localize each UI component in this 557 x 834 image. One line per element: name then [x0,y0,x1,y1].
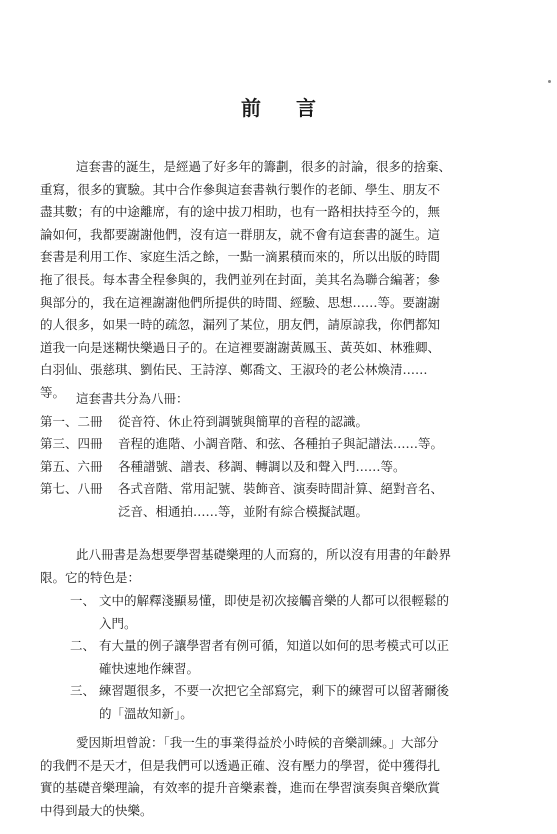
list-item [40,635,518,658]
paragraph-line: 此八冊書是為想要學習基礎樂理的人而寫的，所以沒有用書的年齡界 [76,547,452,562]
volume-description: 音程的進階、小調音階、和弦、各種拍子與記譜法……等。 [118,436,444,452]
volume-list [40,388,518,524]
paragraph-line: 等。 [40,384,66,400]
volume-label: 第一、二冊 [40,413,103,429]
list-item [40,590,518,613]
volume-list-intro: 這套書共分為八冊： [76,391,189,406]
feature-number: 三、 [69,683,95,699]
paragraph-line: 限。它的特色是： [40,569,141,585]
volume-label: 第三、四冊 [40,436,103,452]
feature-text-continued: 確快速地作練習。 [99,660,200,676]
list-item [40,433,518,456]
volume-description: 各式音階、常用記號、裝飾音、演奏時間計算、絕對音名、 [118,481,444,497]
page-edge-mark [548,80,551,83]
paragraph-acknowledgements [40,156,518,405]
feature-list [40,590,518,726]
feature-number: 二、 [69,638,95,654]
feature-text-continued: 的「溫故知新」。 [99,705,193,721]
volume-description: 各種譜號、譜表、移調、轉調以及和聲入門……等。 [118,458,406,474]
page-title: 前 言 [241,96,330,120]
volume-description-continued: 泛音、相通拍……等，並附有綜合模擬試題。 [118,503,369,519]
paragraph-line: 的人很多，如果一時的疏忽，漏列了某位，朋友們，請原諒我，你們都知 [40,317,441,333]
volume-label: 第七、八冊 [40,481,103,497]
paragraph-line: 這套書的誕生，是經過了好多年的籌劃，很多的討論，很多的捨棄、 [76,159,452,174]
list-item [40,411,518,434]
feature-text: 有大量的例子讓學習者有例可循，知道以如何的思考模式可以正 [99,638,450,654]
list-item [40,478,518,501]
paragraph-line: 論如何，我都要謝謝他們，沒有這一群朋友，就不會有這套書的誕生。這 [40,226,441,242]
paragraph-line: 愛因斯坦曾說：「我一生的事業得益於小時候的音樂訓練。」大部分 [76,735,439,750]
feature-text: 練習題很多，不要一次把它全部寫完，剩下的練習可以留著爾後 [99,683,450,699]
paragraph-line: 的我們不是天才，但是我們可以透過正確、沒有壓力的學習，從中獲得扎 [40,757,441,773]
paragraph-line: 拖了很長。每本書全程參與的，我們並列在封面，美其名為聯合編著；參 [40,271,441,287]
paragraph-line: 盡其數；有的中途離席，有的途中拔刀相助，也有一路相扶持至今的，無 [40,204,441,220]
feature-number: 一、 [69,593,95,608]
paragraph-line: 白羽仙、張慈琪、劉佑民、王詩淳、鄭喬文、王淑玲的老公林煥清…… [40,362,428,378]
paragraph-line: 與部分的，我在這裡謝謝他們所提供的時間、經驗、思想……等。要謝謝 [40,294,441,310]
paragraph-einstein-quote [40,732,518,822]
paragraph-line: 套書是利用工作、家庭生活之餘，一點一滴累積而來的，所以出版的時間 [40,249,441,265]
paragraph-line: 實的基礎音樂理論，有效率的提升音樂素養，進而在學習演奏與音樂欣賞 [40,780,441,796]
volume-label: 第五、六冊 [40,458,103,474]
paragraph-audience [40,544,518,589]
paragraph-line: 重寫，很多的實驗。其中合作參與這套書執行製作的老師、學生、朋友不 [40,181,441,197]
paragraph-line: 中得到最大的快樂。 [40,802,153,818]
list-item [40,456,518,479]
volume-description: 從音符、休止符到調號與簡單的音程的認識。 [118,413,369,429]
list-item [40,680,518,703]
feature-text-continued: 入門。 [99,615,137,631]
paragraph-line: 道我一向是迷糊快樂過日子的。在這裡要謝謝黃鳳玉、黃英如、林雅卿、 [40,339,441,355]
feature-text: 文中的解釋淺顯易懂，即使是初次接觸音樂的人都可以很輕鬆的 [99,593,450,608]
